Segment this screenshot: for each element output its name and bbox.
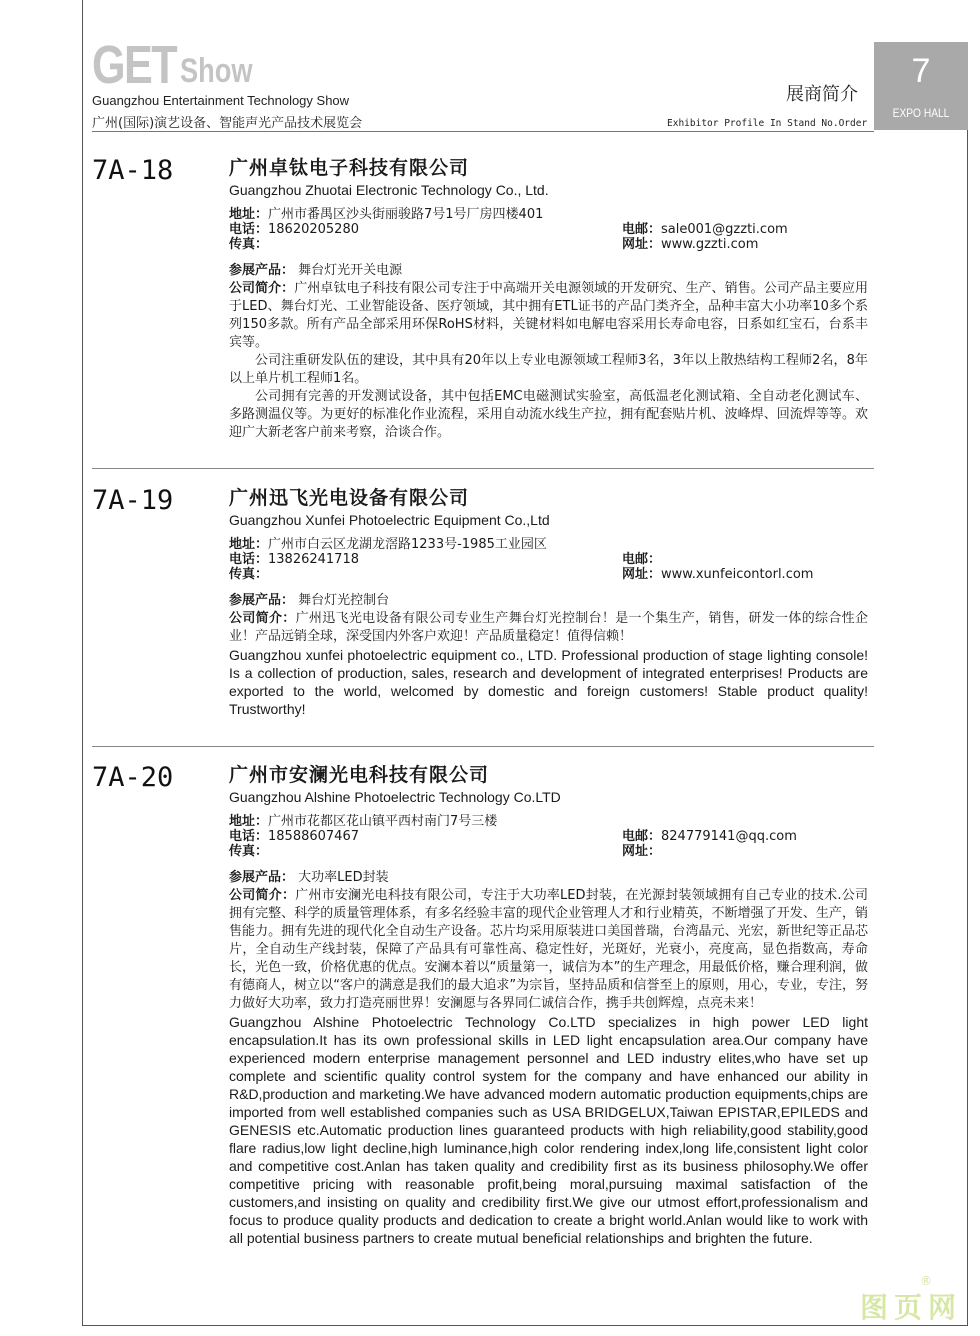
products-label: 参展产品： — [229, 263, 295, 278]
intro-paragraphs — [229, 610, 868, 646]
exhibitor-content — [229, 485, 868, 718]
subtitle-cn: 广州(国际)演艺设备、智能声光产品技术展览会 — [92, 116, 363, 131]
entry-divider — [92, 468, 874, 469]
entry-divider — [92, 746, 874, 747]
company-name-en: Guangzhou Xunfei Photoelectric Equipment Co.,Ltd — [229, 512, 550, 528]
contact-info — [229, 207, 868, 252]
stand-number: 7A-18 — [92, 155, 174, 186]
intro-text: 广州迅飞光电设备有限公司专业生产舞台灯光控制台！是一个集生产，销售，研发一体的综合性企业！产品远销全球，深受国内外客户欢迎！产品质量稳定！值得信赖！ — [229, 611, 868, 644]
watermark-text: 图页网 — [860, 1291, 963, 1324]
products-label: 参展产品： — [229, 870, 295, 885]
phone-value: 18620205280 — [268, 222, 359, 237]
hall-number: 7 — [911, 52, 931, 90]
web-value: www.xunfeicontorl.com — [661, 567, 814, 582]
web-label: 网址： — [622, 567, 662, 582]
fax-label: 传真： — [229, 567, 269, 582]
page-frame — [967, 130, 968, 1326]
company-description — [229, 262, 868, 442]
section-title-en: Exhibitor Profile In Stand No.Order — [667, 118, 868, 129]
stand-number: 7A-20 — [92, 762, 174, 793]
intro-paragraph — [229, 610, 868, 646]
section-title-cn: 展商简介 — [786, 84, 858, 105]
company-name-cn: 广州卓钛电子科技有限公司 — [229, 157, 470, 179]
products-value: 舞台灯光开关电源 — [298, 263, 403, 278]
intro-label: 公司简介： — [229, 281, 295, 296]
intro-paragraph — [229, 388, 868, 442]
intro-english: Guangzhou Alshine Photoelectric Technology Co.LTD specializes in high power LED light encapsulation.It has its own professional skills in LED light encapsulation area.Our company have experienced modern enterprise management personnel and LED industry elites,who have set up complete and scientific quality control system for the company and have enhanced our ability in R&D,production and marketing.We have advanced modern automatic production equipments,chips are imported from well established companies such as USA BRIDGELUX,Taiwan EPISTAR,EPILEDS and GENESIS etc.Automatic production lines guaranteed products with high reliability,good stability,good flare radius,low light decline,high luminance,high color rendering index,long life,consistent light color and competitive cost.Anlan has taken quality and credibility first as its business philosophy.We offer competitive pricing with reasonable profit,being moral,pursuing maximal satisfaction of the customers,and insisting on quality and credibility first.We give our utmost effort,professionalism and focus to produce quality products and dedication to create a bright world.Anlan would like to work with all potential business partners to create mutual beneficial relationships and brighten the future. — [229, 1014, 868, 1246]
hall-tab — [874, 42, 968, 130]
address-value: 广州市花都区花山镇平西村南门7号三楼 — [268, 814, 498, 829]
page-frame — [82, 0, 83, 1326]
phone-label: 电话： — [229, 829, 269, 844]
email-label: 电邮： — [622, 222, 662, 237]
intro-text: 公司拥有完善的开发测试设备，其中包括EMC电磁测试实验室，高低温老化测试箱、全自动老化测试车、多路测温仪等。为更好的标准化作业流程，采用自动流水线生产拉，拥有配套贴片机、波峰焊、回流焊等等。欢迎广大新老客户前来考察，洽谈合作。 — [229, 389, 868, 440]
address-label: 地址： — [229, 814, 269, 829]
phone-value: 18588607467 — [268, 829, 359, 844]
intro-label: 公司简介： — [229, 611, 296, 626]
address-label: 地址： — [229, 207, 269, 222]
logo-show: Show — [180, 52, 253, 90]
contact-info — [229, 537, 868, 582]
intro-text: 公司注重研发队伍的建设，其中具有20年以上专业电源领域工程师3名，3年以上散热结构工程师2名，8年以上单片机工程师1名。 — [229, 353, 868, 386]
phone-label: 电话： — [229, 552, 269, 567]
get-show-logo — [92, 35, 253, 95]
page-frame — [82, 1325, 968, 1326]
fax-label: 传真： — [229, 237, 269, 252]
intro-paragraph — [229, 352, 868, 388]
products-value: 舞台灯光控制台 — [298, 593, 390, 608]
company-name-en: Guangzhou Zhuotai Electronic Technology Co., Ltd. — [229, 182, 549, 198]
web-value: www.gzzti.com — [661, 237, 759, 252]
company-name-en: Guangzhou Alshine Photoelectric Technology Co.LTD — [229, 789, 561, 805]
stand-number: 7A-19 — [92, 485, 174, 516]
registered-mark: ® — [920, 1274, 938, 1288]
contact-info — [229, 814, 868, 859]
subtitle-en: Guangzhou Entertainment Technology Show — [92, 93, 350, 108]
watermark — [860, 1274, 963, 1326]
company-description — [229, 869, 868, 1247]
address-label: 地址： — [229, 537, 269, 552]
exhibitor-content — [229, 762, 868, 1247]
company-name-cn: 广州迅飞光电设备有限公司 — [229, 487, 470, 509]
intro-label: 公司简介： — [229, 888, 296, 903]
intro-text: 广州卓钛电子科技有限公司专注于中高端开关电源领域的开发研究、生产、销售。公司产品主要应用于LED、舞台灯光、工业智能设备、医疗领域，其中拥有ETL证书的产品门类齐全，品种丰富大小功率10多个系列150多款。所有产品全部采用环保RoHS材料，关键材料如电解电容采用长寿命电容，日系如红宝石，台系丰宾等。 — [229, 281, 868, 350]
products-value: 大功率LED封装 — [298, 870, 389, 885]
email-value: 824779141@qq.com — [661, 829, 797, 844]
intro-english: Guangzhou xunfei photoelectric equipment co., LTD. Professional production of stage lighting console! Is a collection of production, sales, research and development of integrated enterprises! Products are exported to the world, welcomed by domestic and foreign customers! Stable product quality! Trustworthy! — [229, 647, 868, 717]
address-value: 广州市番禺区沙头街丽骏路7号1号厂房四楼401 — [268, 207, 544, 222]
products-label: 参展产品： — [229, 593, 295, 608]
company-description — [229, 592, 868, 718]
hall-label: EXPO HALL — [892, 106, 950, 120]
intro-paragraphs — [229, 280, 868, 442]
phone-label: 电话： — [229, 222, 269, 237]
intro-paragraphs — [229, 887, 868, 1013]
company-name-cn: 广州市安澜光电科技有限公司 — [229, 764, 490, 786]
web-label: 网址： — [622, 237, 662, 252]
logo-get: GET — [92, 35, 177, 95]
email-label: 电邮： — [622, 829, 662, 844]
intro-paragraph — [229, 280, 868, 352]
intro-text: 广州市安澜光电科技有限公司，专注于大功率LED封装，在光源封装领域拥有自己专业的技术.公司拥有完整、科学的质量管理体系，有多名经验丰富的现代企业管理人才和行业精英，不断增强了开发、生产，销售能力。拥有先进的现代化全自动生产设备。芯片均采用原装进口美国普瑞，台湾晶元、光宏，新世纪等正品芯片，全自动生产线封装，保障了产品具有可靠性高、稳定性好，光斑好，光衰小，亮度高，显色指数高，寿命长，光色一致，价格优惠的优点。安澜本着以“质量第一，诚信为本”的生产理念，用最低价格，赚合理利润，做有德商人，树立以“客户的满意是我们的最大追求”为宗旨，坚持品质和信誉至上的原则，用心，专业，专注，努力做好大功率，致力打造亮丽世界！安澜愿与各界同仁诚信合作，携手共创辉煌，点亮未来！ — [229, 888, 868, 1011]
intro-paragraph — [229, 887, 868, 1013]
email-value: sale001@gzzti.com — [661, 222, 788, 237]
email-label: 电邮： — [622, 552, 662, 567]
fax-label: 传真： — [229, 844, 269, 859]
header-divider — [92, 131, 874, 132]
exhibitor-content — [229, 155, 868, 442]
phone-value: 13826241718 — [268, 552, 359, 567]
address-value: 广州市白云区龙湖龙滘路1233号-1985工业园区 — [268, 537, 547, 552]
web-label: 网址： — [622, 844, 662, 859]
